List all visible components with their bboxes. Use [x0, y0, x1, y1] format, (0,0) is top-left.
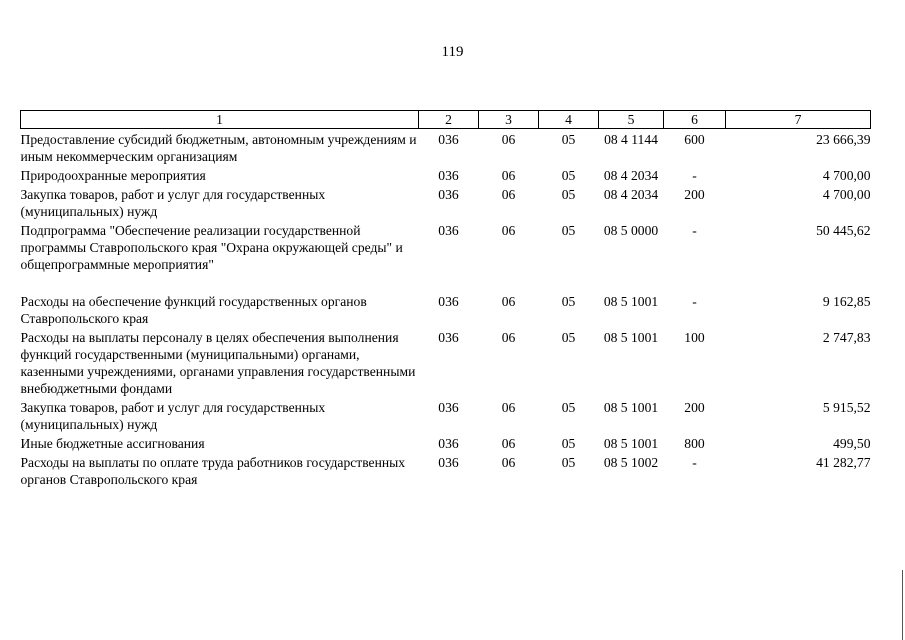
row-section-code: 06 [501, 294, 516, 309]
row-target-code: 08 4 2034 [603, 168, 659, 183]
row-amount: 4 700,00 [822, 168, 871, 183]
row-name: Иные бюджетные ассигнования [20, 436, 205, 451]
row-section-code: 06 [501, 223, 516, 238]
row-subsection-code: 05 [561, 187, 576, 202]
row-amount: 23 666,39 [816, 132, 871, 147]
row-target-code: 08 5 1001 [603, 436, 659, 451]
table-row [21, 452, 871, 488]
row-section-code: 06 [501, 455, 516, 470]
row-ministry-code: 036 [438, 132, 459, 147]
row-ministry-code: 036 [438, 330, 459, 345]
row-subsection-code: 05 [561, 168, 576, 183]
row-target-code: 08 5 0000 [603, 223, 659, 238]
row-amount: 2 747,83 [822, 330, 871, 345]
header-col-7: 7 [726, 111, 871, 129]
row-target-code: 08 5 1002 [603, 455, 659, 470]
row-name: Расходы на выплаты персоналу в целях обеспечения выполнения функций государственными (муниципальными) органами, казенными учреждениями, органами управления государственными внебюджетными фондами [20, 330, 416, 396]
row-amount: 499,50 [833, 436, 871, 451]
row-target-code: 08 5 1001 [603, 330, 659, 345]
row-subsection-code: 05 [561, 132, 576, 147]
scan-margin-line [902, 570, 903, 640]
row-target-code: 08 5 1001 [603, 294, 659, 309]
header-col-2: 2 [419, 111, 479, 129]
table-row [21, 184, 871, 220]
header-col-5: 5 [599, 111, 664, 129]
row-subsection-code: 05 [561, 400, 576, 415]
row-subsection-code: 05 [561, 294, 576, 309]
row-name: Закупка товаров, работ и услуг для государственных (муниципальных) нужд [20, 187, 326, 219]
row-expense-type: 200 [684, 400, 705, 415]
row-amount: 4 700,00 [822, 187, 871, 202]
row-target-code: 08 4 2034 [603, 187, 659, 202]
row-name: Расходы на выплаты по оплате труда работников государственных органов Ставропольского края [20, 455, 406, 487]
row-ministry-code: 036 [438, 187, 459, 202]
row-section-code: 06 [501, 436, 516, 451]
row-name: Закупка товаров, работ и услуг для государственных (муниципальных) нужд [20, 400, 326, 432]
row-amount: 9 162,85 [822, 294, 871, 309]
table-row [21, 291, 871, 327]
row-ministry-code: 036 [438, 436, 459, 451]
table-row [21, 433, 871, 452]
row-subsection-code: 05 [561, 455, 576, 470]
row-amount: 41 282,77 [816, 455, 871, 470]
header-col-4: 4 [539, 111, 599, 129]
row-name: Расходы на обеспечение функций государственных органов Ставропольского края [20, 294, 367, 326]
table-row [21, 327, 871, 397]
header-col-6: 6 [664, 111, 726, 129]
row-target-code: 08 4 1144 [604, 132, 658, 147]
header-col-1: 1 [21, 111, 419, 129]
row-ministry-code: 036 [438, 294, 459, 309]
row-target-code: 08 5 1001 [603, 400, 659, 415]
row-ministry-code: 036 [438, 400, 459, 415]
row-name: Природоохранные мероприятия [20, 168, 206, 183]
row-subsection-code: 05 [561, 330, 576, 345]
row-section-code: 06 [501, 132, 516, 147]
budget-table [20, 110, 871, 488]
row-expense-type: - [692, 168, 697, 183]
page-number: 119 [441, 44, 464, 60]
row-ministry-code: 036 [438, 223, 459, 238]
row-expense-type: - [692, 294, 697, 309]
row-name: Предоставление субсидий бюджетным, автономным учреждениям и иным некоммерческим организациям [20, 132, 417, 164]
row-expense-type: - [692, 223, 697, 238]
table-header-row [21, 111, 871, 129]
row-expense-type: 800 [684, 436, 705, 451]
row-name: Подпрограмма "Обеспечение реализации государственной программы Ставропольского края "Охрана окружающей среды" и общепрограммные мероприятия" [20, 223, 403, 272]
row-ministry-code: 036 [438, 455, 459, 470]
header-col-3: 3 [479, 111, 539, 129]
table-row [21, 165, 871, 184]
row-subsection-code: 05 [561, 223, 576, 238]
row-section-code: 06 [501, 168, 516, 183]
row-expense-type: 100 [684, 330, 705, 345]
row-section-code: 06 [501, 400, 516, 415]
table-row [21, 397, 871, 433]
row-expense-type: 600 [684, 132, 705, 147]
row-expense-type: 200 [684, 187, 705, 202]
table-row [21, 129, 871, 166]
row-section-code: 06 [501, 330, 516, 345]
row-section-code: 06 [501, 187, 516, 202]
row-ministry-code: 036 [438, 168, 459, 183]
row-amount: 5 915,52 [822, 400, 871, 415]
row-amount: 50 445,62 [816, 223, 871, 238]
table-row [21, 220, 871, 291]
row-expense-type: - [692, 455, 697, 470]
row-subsection-code: 05 [561, 436, 576, 451]
